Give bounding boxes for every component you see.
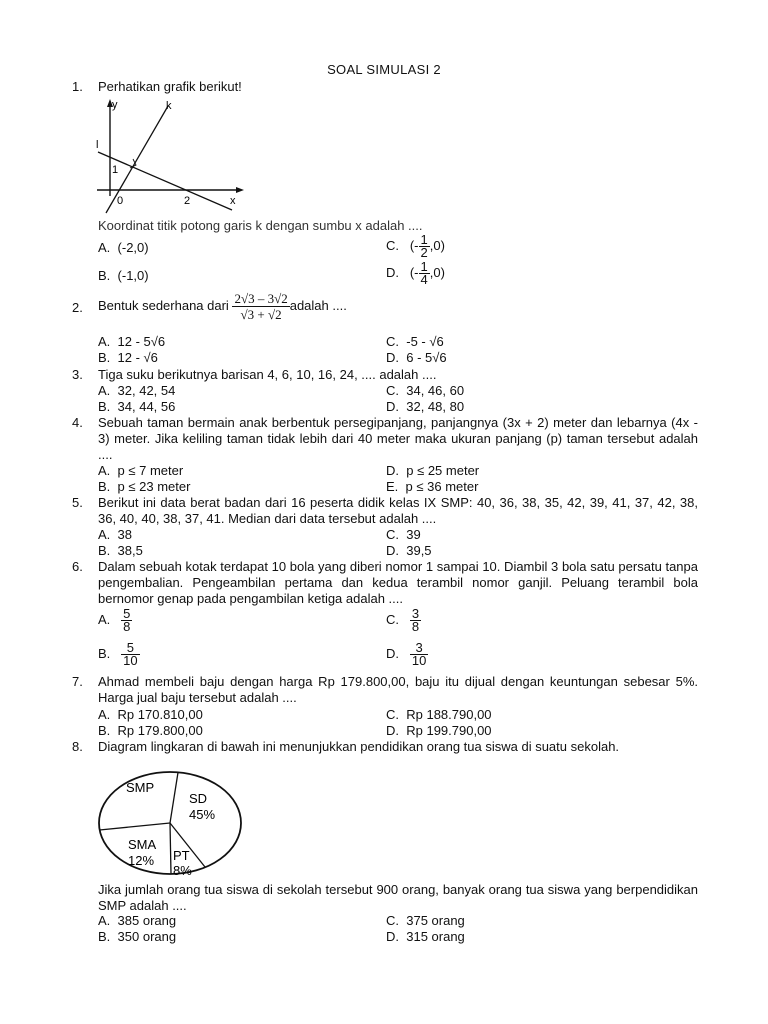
option-text: 375 orang [406,913,465,928]
q2-stem-text: Bentuk sederhana dari [98,297,229,313]
option-label: C. [386,334,399,349]
page-title: SOAL SIMULASI 2 [327,62,441,77]
option-label: E. [386,479,399,494]
option-text: 12 - √6 [117,350,158,365]
denominator: √3 + √2 [232,306,289,322]
option-label: C. [386,913,399,928]
q4-number: 4. [72,415,83,430]
q2-option-b[interactable] [98,350,158,366]
option-label: A. [98,463,111,478]
fraction: $\frac{5}{8}$ [123,606,131,634]
pie-label-pt: PT [173,848,190,863]
pie-label-sd-pct: 45% [189,807,216,822]
option-text: p ≤ 23 meter [117,479,191,494]
q6-stem: Dalam sebuah kotak terdapat 10 bola yang diberi nomor 1 sampai 10. Diambil 3 bola satu persatu tanpa pengembalian. Pengeambilan pertama dan kedua terambil nomor ganjil. Peluang terambil bola bernomor genap pada pengambilan ketiga adalah .... [98,559,698,606]
q7-stem: Ahmad membeli baju dengan harga Rp 179.800,00, baju itu dijual dengan keuntungan sebesar 5%. Harga jual baju tersebut adalah .... [98,674,698,705]
q7-option-d[interactable] [386,723,492,739]
q5-number: 5. [72,495,83,510]
pie-divider-pt-sma [170,823,171,874]
q8-option-b[interactable] [98,929,176,945]
option-text: Rp 170.810,00 [117,707,203,722]
q2-option-c[interactable] [386,334,444,350]
option-text: Rp 188.790,00 [406,707,492,722]
q8-option-d[interactable] [386,929,465,945]
numerator: 2√3 – 3√2 [234,291,288,306]
option-text: p ≤ 7 meter [117,463,184,478]
q2-number: 2. [72,300,83,315]
q1-number: 1. [72,79,83,94]
option-label: D. [386,543,399,558]
option-text: p ≤ 36 meter [405,479,479,494]
tick-label-1: 1 [112,164,119,176]
q4-option-a[interactable] [98,463,183,479]
q4-option-e[interactable] [386,479,478,495]
k-label: k [166,100,172,112]
tick-label-2: 2 [184,195,191,207]
pie-divider-sma-smp [100,823,171,830]
option-label: D. [386,399,399,414]
fraction: $\frac{5}{10}$ [123,640,138,668]
q1-stem: Perhatikan grafik berikut! [98,79,242,94]
option-text: (-2,0) [117,240,149,255]
q1-question: Koordinat titik potong garis k dengan sumbu x adalah .... [98,218,423,233]
option-label: A. [98,527,111,542]
option-text: 12 - 5√6 [117,334,166,349]
option-text: 315 orang [406,929,465,944]
q6-option-d[interactable] [386,642,428,667]
option-text: ,0) [429,264,445,280]
q2-option-a[interactable] [98,334,165,350]
q7-option-a[interactable] [98,707,203,723]
option-label: B. [98,350,111,365]
q5-option-d[interactable] [386,543,432,559]
option-text: (-1,0) [117,268,149,283]
q3-stem: Tiga suku berikutnya barisan 4, 6, 10, 16, 24, .... adalah .... [98,367,437,382]
q8-stem: Diagram lingkaran di bawah ini menunjukkan pendidikan orang tua siswa di suatu sekolah. [98,739,620,754]
option-text: 38,5 [117,543,143,558]
option-label: D. [386,645,399,661]
q4-option-b[interactable] [98,479,190,495]
option-label: A. [98,913,111,928]
pie-divider-smp-sd [170,773,178,824]
fraction: $\frac{1}{4}$ [420,259,428,287]
option-label: D. [386,723,399,738]
pie-label-pt-pct: 8% [173,863,192,878]
pie-label-sd: SD [189,791,208,806]
q1-option-b[interactable] [98,268,149,284]
option-text: -5 - √6 [406,334,444,349]
option-label: B. [98,399,111,414]
q2-option-d[interactable] [386,350,447,366]
q5-option-c[interactable] [386,527,421,543]
pie-label-sma-pct: 12% [128,853,155,868]
option-label: C. [386,527,399,542]
option-label: B. [98,723,111,738]
option-label: D. [386,929,399,944]
q8-option-a[interactable] [98,913,176,929]
pie-label-smp: SMP [126,780,155,795]
option-text: 6 - 5√6 [406,350,447,365]
option-label: A. [98,611,111,627]
option-text: 34, 44, 56 [117,399,176,414]
q8-option-c[interactable] [386,913,465,929]
q1-option-c[interactable] [386,234,445,259]
pie-label-sma: SMA [128,837,157,852]
q5-option-a[interactable] [98,527,132,543]
q4-option-d[interactable] [386,463,479,479]
tick-label-0: 0 [117,195,124,207]
option-label: B. [98,268,111,283]
q3-option-c[interactable] [386,383,464,399]
x-label: x [230,195,236,207]
q2-stem [98,291,347,322]
option-label: C. [386,611,399,627]
option-text: 39 [406,527,421,542]
option-label: C. [386,237,399,253]
q3-number: 3. [72,367,83,382]
option-label: B. [98,543,111,558]
option-text: 32, 42, 54 [117,383,176,398]
q5-stem: Berikut ini data berat badan dari 16 peserta didik kelas IX SMP: 40, 36, 38, 35, 42, 39, 41, 37, 42, 38, 36, 40, 40, 38, 37, 41. Median dari data tersebut adalah .... [98,495,698,526]
option-label: C. [386,707,399,722]
q6-option-a[interactable] [98,608,132,633]
q7-option-c[interactable] [386,707,492,723]
fraction: $\frac{3}{8}$ [411,606,420,634]
option-label: A. [98,707,111,722]
option-text: 32, 48, 80 [406,399,465,414]
q8-pie-chart [92,768,248,880]
q8-question: Jika jumlah orang tua siswa di sekolah tersebut 900 orang, banyak orang tua siswa yang berpendidikan SMP adalah .... [98,882,698,913]
option-label: D. [386,350,399,365]
l-label: l [96,139,99,151]
q5-option-b[interactable] [98,543,143,559]
option-label: A. [98,334,111,349]
option-text: 350 orang [117,929,177,944]
q2-stem-text: adalah .... [289,297,347,313]
y-label: y [112,99,118,111]
option-text: 38 [117,527,132,542]
q2-expression-fraction [232,291,289,322]
option-text: Rp 199.790,00 [406,723,492,738]
q7-option-b[interactable] [98,723,203,739]
q6-number: 6. [72,559,83,574]
option-text: ,0) [429,237,445,253]
option-text: 34, 46, 60 [406,383,465,398]
option-label: B. [98,929,111,944]
option-label: B. [98,645,111,661]
option-label: C. [386,383,399,398]
option-text: (- [409,237,419,253]
option-label: D. [386,463,399,478]
q6-option-c[interactable] [386,608,421,633]
option-label: B. [98,479,111,494]
option-label: A. [98,240,111,255]
q3-option-b[interactable] [98,399,175,415]
fraction: $\frac{1}{2}$ [420,232,428,260]
option-label: D. [386,264,399,280]
q1-option-a[interactable] [98,240,149,256]
q4-stem: Sebuah taman bermain anak berbentuk persegipanjang, panjangnya (3x + 2) meter dan lebarnya (4x - 3) meter. Jika keliling taman tidak lebih dari 40 meter maka ukuran panjang (p) taman tersebut adalah .... [98,415,698,462]
option-label: A. [98,383,111,398]
option-text: (- [409,264,419,280]
option-text: p ≤ 25 meter [406,463,480,478]
q1-line-graph [92,96,248,214]
x-axis-arrow [236,187,244,193]
option-text: Rp 179.800,00 [117,723,203,738]
q3-option-a[interactable] [98,383,175,399]
option-text: 39,5 [406,543,432,558]
option-text: 385 orang [117,913,177,928]
fraction: $\frac{3}{10}$ [411,640,427,668]
q3-option-d[interactable] [386,399,464,415]
q7-number: 7. [72,674,83,689]
q8-number: 8. [72,739,83,754]
q1-option-d[interactable] [386,261,445,286]
q6-option-b[interactable] [98,642,140,667]
